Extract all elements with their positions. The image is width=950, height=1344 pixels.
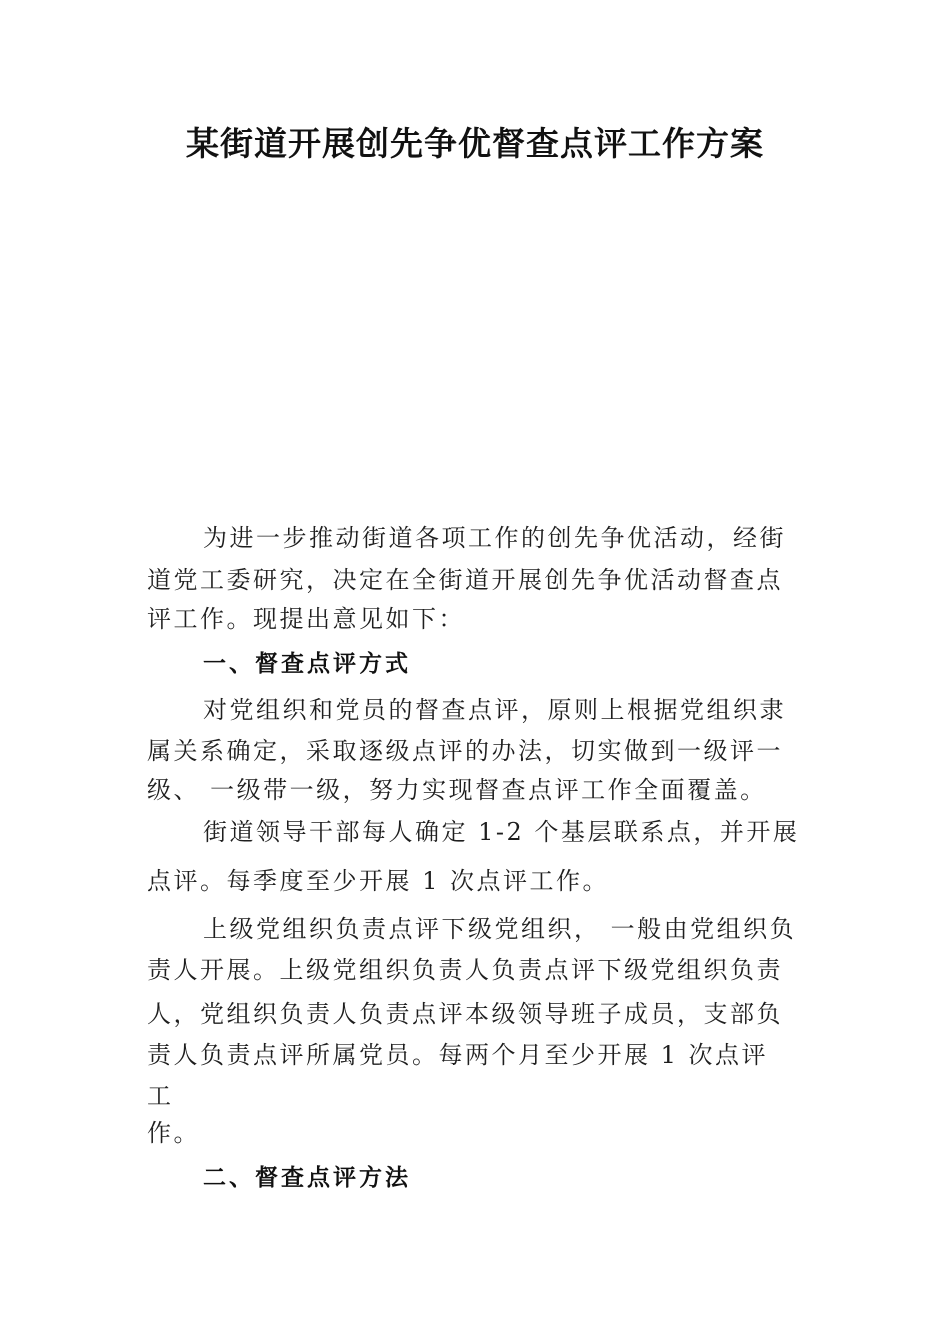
section-1-para-3-line-2: 责人开展。上级党组织负责人负责点评下级党组织负责 [147,956,783,984]
section-1-para-3-line-3: 人，党组织负责人负责点评本级领导班子成员，支部负 [147,1000,783,1028]
section-1-para-1-line-3: 级、 一级带一级，努力实现督查点评工作全面覆盖。 [147,776,767,804]
document-title: 某街道开展创先争优督查点评工作方案 [186,124,764,163]
section-1-para-3-line-4: 责人负责点评所属党员。每两个月至少开展 1 次点评 [147,1041,769,1069]
section-1-para-2-line-2: 点评。每季度至少开展 1 次点评工作。 [147,867,610,895]
section-1-heading: 一、督查点评方式 [203,651,411,677]
intro-line-3: 评工作。现提出意见如下： [147,605,465,633]
section-1-para-2-line-1: 街道领导干部每人确定 1-2 个基层联系点，并开展 [203,818,800,846]
section-1-para-3-line-5: 工 [147,1082,174,1110]
section-1-para-1-line-2: 属关系确定，采取逐级点评的办法，切实做到一级评一 [147,737,783,765]
section-1-para-1-line-1: 对党组织和党员的督查点评，原则上根据党组织隶 [203,696,786,724]
section-1-para-3-line-1: 上级党组织负责点评下级党组织， 一般由党组织负 [203,915,797,943]
section-1-para-3-line-6: 作。 [147,1119,200,1147]
section-2-heading: 二、督查点评方法 [203,1165,411,1191]
intro-line-1: 为进一步推动街道各项工作的创先争优活动，经街 [203,524,786,552]
intro-line-2: 道党工委研究，决定在全街道开展创先争优活动督查点 [147,566,783,594]
